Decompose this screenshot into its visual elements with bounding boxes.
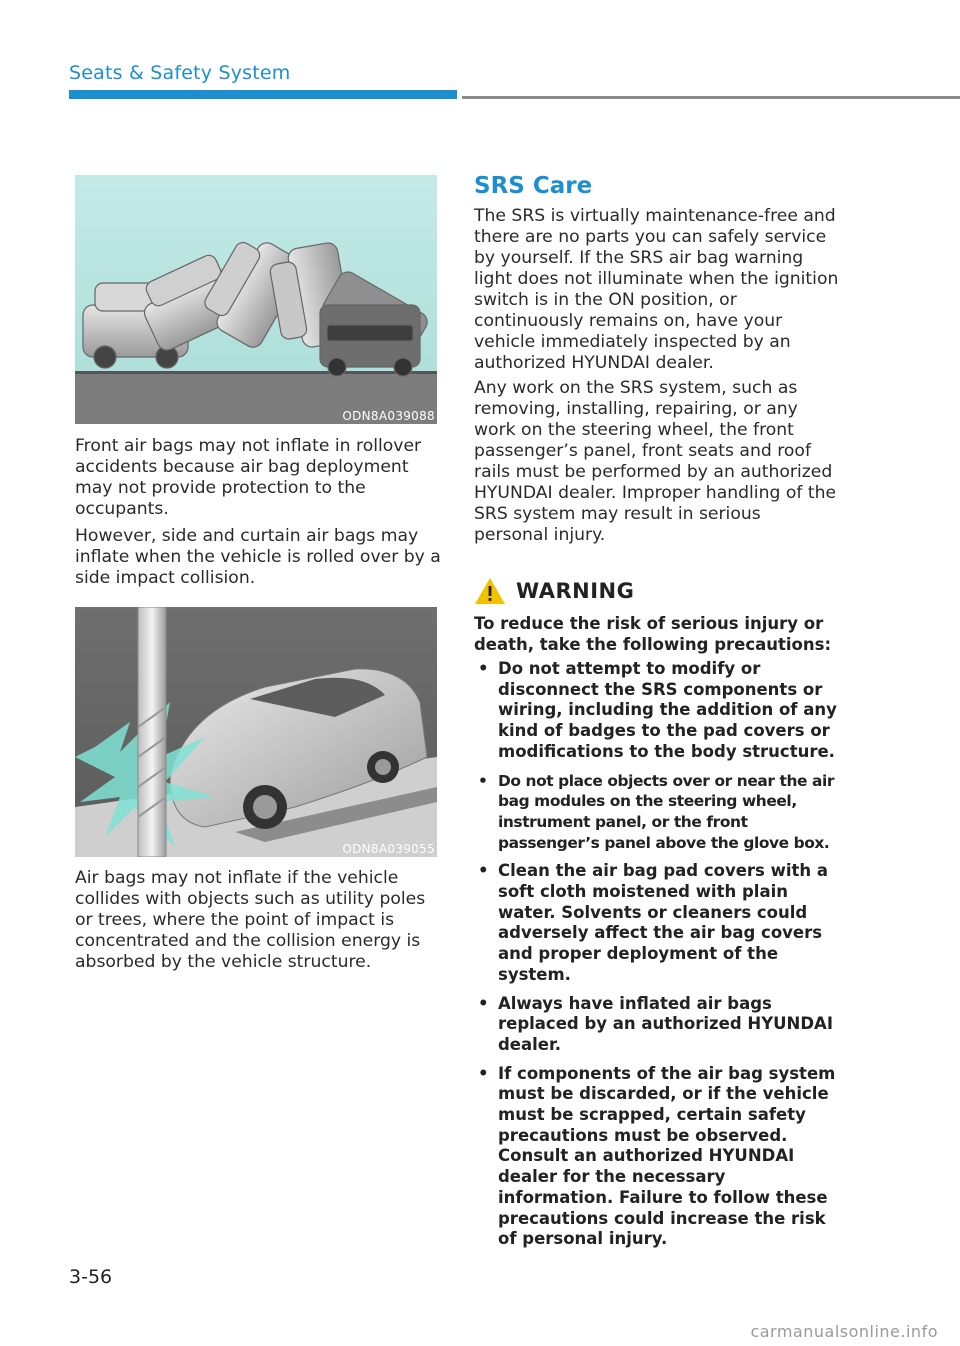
list-item-text: Do not attempt to modify or disconnect the SRS components or wiring, including the addition of any kind of badges to the pad covers or modifications to the body structure. <box>498 659 837 761</box>
list-item-text: Do not place objects over or near the air bag modules on the steering wheel, instrument panel, or the front passenger’s panel above the glove box. <box>498 771 835 852</box>
list-item-text: Clean the air bag pad covers with a soft cloth moistened with plain water. Solvents or cleaners could adversely affect the air bag covers and proper deployment of the system. <box>498 861 828 984</box>
section-header-title: Seats & Safety System <box>69 62 291 84</box>
pole-collision-drawing <box>75 607 437 857</box>
srs-care-paragraph-2: Any work on the SRS system, such as removing, installing, repairing, or any work on the steering wheel, the front passenger’s panel, front seats and roof rails must be performed by an authorized HYUNDAI dealer. Improper handling of the SRS system may result in serious personal injury. <box>474 378 837 545</box>
rollover-illustration <box>75 175 437 424</box>
srs-care-heading: SRS Care <box>474 173 593 199</box>
warning-intro: To reduce the risk of serious injury or death, take the following precautions: <box>474 614 832 654</box>
list-item-text: Always have inflated air bags replaced by an authorized HYUNDAI dealer. <box>498 993 833 1054</box>
bullet: • <box>478 771 488 790</box>
watermark: carmanualsonline.info <box>750 1322 938 1341</box>
pole-collision-paragraph: Air bags may not inflate if the vehicle collides with objects such as utility poles or trees, where the point of impact is concentrated and the collision energy is absorbed by the vehicle structure. <box>75 868 426 972</box>
list-item <box>474 994 840 1056</box>
page-number: 3-56 <box>69 1266 113 1288</box>
list-item <box>474 1064 840 1250</box>
pole-collision-illustration <box>75 607 437 857</box>
bullet: • <box>478 993 489 1013</box>
warning-header <box>474 574 634 608</box>
figure-code: ODN8A039088 <box>342 409 435 423</box>
list-item <box>474 861 840 985</box>
warning-precautions-list <box>474 659 840 1258</box>
side-impact-paragraph: However, side and curtain air bags may inflate when the vehicle is rolled over by a side impact collision. <box>75 526 441 588</box>
rollover-drawing <box>75 175 437 424</box>
header-divider-rule <box>462 96 960 99</box>
warning-triangle-icon <box>474 576 506 606</box>
header-accent-rule <box>69 90 457 99</box>
list-item-text: If components of the air bag system must be discarded, or if the vehicle must be scrapped, certain safety precautions must be observed. Consult an authorized HYUNDAI dealer for the necessary information. Failure to follow these precautions could increase the risk of personal injury. <box>498 1063 836 1249</box>
srs-care-paragraph-1: The SRS is virtually maintenance-free and there are no parts you can safely service by yourself. If the SRS air bag warning light does not illuminate when the ignition switch is in the ON position, or continuously remains on, have your vehicle immediately inspected by an authorized HYUNDAI dealer. <box>474 206 839 373</box>
list-item <box>474 771 840 854</box>
figure-code: ODN8A039055 <box>342 842 435 856</box>
warning-title: WARNING <box>516 579 635 603</box>
bullet: • <box>478 861 489 881</box>
rollover-paragraph: Front air bags may not inflate in rollover accidents because air bag deployment may not provide protection to the occupants. <box>75 436 422 519</box>
list-item <box>474 659 840 763</box>
bullet: • <box>478 1063 489 1083</box>
bullet: • <box>478 659 489 678</box>
